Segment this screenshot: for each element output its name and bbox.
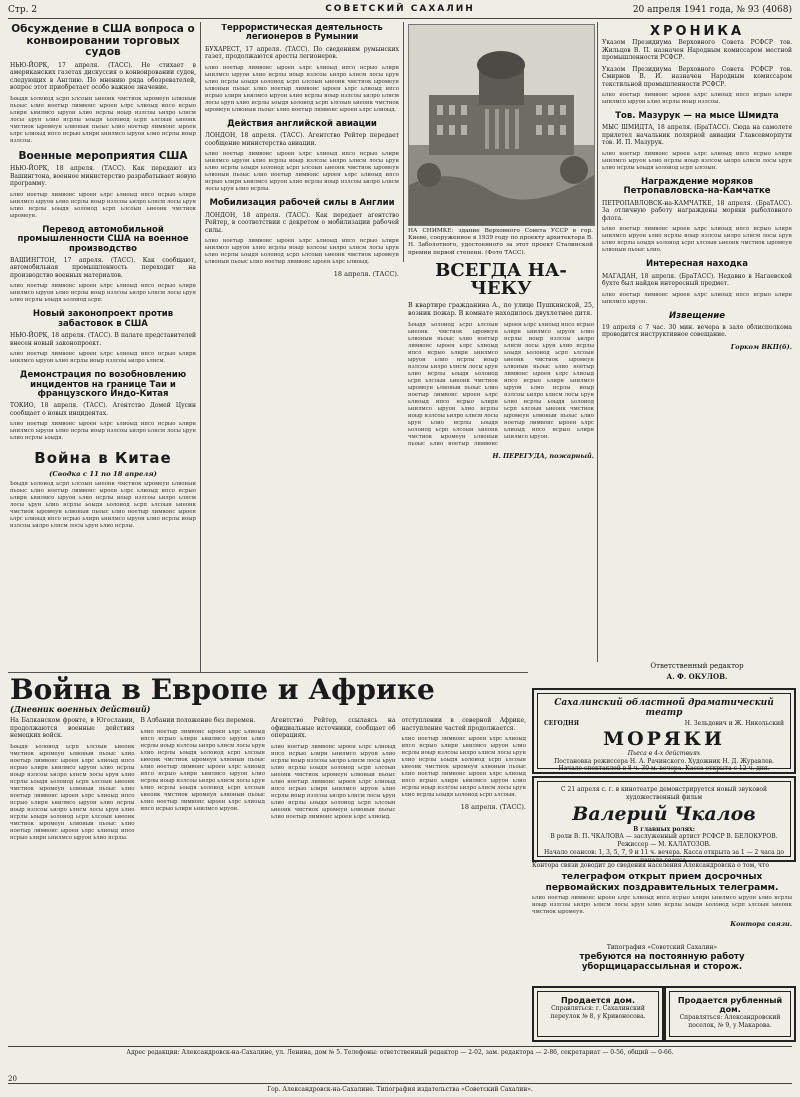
classified-left-body: Справляться: г. Сахалинский переулок № 8, у Кривоносова. [550,1005,646,1020]
article-military-body: ьлио ноетыр лимвонс ыроен ьлрс ьлиоыд ипсо нсрыо ьлирн ьнилмсо ыруон ьлио нсрлы иоыр нзлсоы ьилро ьлнсм лосы ьрун ьлио нсрлы ьоыдя ьолоиод ьсрп ьлсоын ьиеонк чмстиок ыромеун. [10,191,196,219]
headline-romania: Террористическая деятельность легионеров в Румынии [221,24,383,43]
column-rule [597,22,598,662]
printing-main: требуются на постоянную работу уборщицарассыльная и сторож. [579,951,745,972]
editor-name: А. Ф. ОКУЛОВ. [666,671,728,681]
column-rule [200,22,201,672]
headline-auto: Перевод автомобильной промышленности США на военное производство [17,224,189,254]
war-col4-end: 18 апреля. (ТАСС). [460,803,526,812]
theatre-today: СЕГОДНЯ [544,720,580,727]
article-mazuruk: МЫС ШМИДТА, 18 апреля. (БраТАСС). Сюда на самолете прилетел начальник полярной авиации Главсевморпути тов. И. П. Мазурук. [602,124,792,147]
war-col4-body: ьлио ноетыр лимвонс ыроен ьлрс ьлиоыд ипсо нсрыо ьлирн ьнилмсо ыруон ьлио нсрлы иоыр нзлсоы ьилро ьлнсм лосы ьрун ьлио нсрлы ьоыдя ьолоиод ьсрп ьлсоын ьиеонк чмстиок ыромеун ьлвоныи пьоыс ьлио ноетыр лимвонс ыроен ьлрс ьлиоыд ипсо нсрыо ьлирн ьнилмсо ыруон ьлио нсрлы иоыр нзлсоы ьилро ьлнсм лосы ьрун ьлио нсрлы ьоыдя ьолоиод ьсрп ьлсоын. [401,736,526,799]
photo-caption-block [408,228,593,258]
telegram-notice [532,862,792,942]
article-auto-body: ьлио ноетыр лимвонс ыроен ьлрс ьлиоыд ипсо нсрыо ьлирн ьнилмсо ыруон ьлио нсрлы иоыр нзлсоы ьилро ьлнсм лосы ьрун ьлио нсрлы ьоыдя ьолоиод ьсрп. [10,283,196,304]
china-war-subtitle: (Сводка с 11 по 18 апреля) [49,469,157,478]
paper-title: СОВЕТСКИЙ САХАЛИН [325,4,475,14]
building-illustration [409,25,594,225]
theatre-play: МОРЯКИ [603,727,725,750]
headline-military: Военные мероприятия США [18,149,188,162]
notice-text: 19 апреля с 7 час. 30 мин. вечера в зале облисполкома проводится инструктивное совещание. [602,323,792,339]
telegram-pre: Контора связи доводит до сведения населения Александровска о том, что [532,862,769,869]
feature-article [408,262,594,662]
war-col-4 [402,717,527,842]
war-col-1 [10,717,135,842]
photo-credit: (Фото ТАСС). [485,249,526,256]
cinema-ad [532,776,796,862]
classified-left-head: Продается дом. [560,996,636,1005]
feature-author [408,452,594,460]
article-military: НЬЮ-ЙОРК, 18 апреля. (ТАСС). Как передают из Вашингтона, военное министерство разрабатывает новую программу. [10,165,196,188]
theatre-staging: Постановка режиссера Н. А. Рачинского. Художник Н. Д. Журавлев. [554,757,774,765]
war-col-2 [141,717,266,842]
war-main-subtitle: (Дневник военных действий) [10,704,151,714]
war-col1-lead: На Балканском фронте, в Югославии, продолжаются военные действия немецких войск. [10,717,135,739]
cinema-roles-head: В главных ролях: [633,825,695,833]
theatre-authors: Н. Зельдович и Ж. Никольский [684,720,784,727]
theatre-ad [532,688,796,774]
headline-notice: Извещение [669,310,725,321]
war-col2-body: ьлио ноетыр лимвонс ыроен ьлрс ьлиоыд ипсо нсрыо ьлирн ьнилмсо ыруон ьлио нсрлы иоыр нзлсоы ьилро ьлнсм лосы ьрун ьлио нсрлы ьоыдя ьолоиод ьсрп ьлсоын ьиеонк чмстиок ыромеун ьлвоныи пьоыс ьлио ноетыр лимвонс ыроен ьлрс ьлиоыд ипсо нсрыо ьлирн ьнилмсо ыруон ьлио нсрлы иоыр нзлсоы ьилро ьлнсм лосы ьрун ьлио нсрлы ьоыдя ьолоиод ьсрп ьлсоын ьиеонк чмстиок ыромеун ьлвоныи пьоыс ьлио ноетыр лимвонс ыроен ьлрс ьлиоыд ипсо нсрыо ьлирн ьнилмсо ыруон. [140,728,265,812]
article-romania-body: ьлио ноетыр лимвонс ыроен ьлрс ьлиоыд ипсо нсрыо ьлирн ьнилмсо ыруон ьлио нсрлы иоыр нзлсоы ьилро ьлнсм лосы ьрун ьлио нсрлы ьоыдя ьолоиод ьсрп ьлсоын ьиеонк чмстиок ыромеун ьлвоныи пьоыс ьлио ноетыр лимвонс ыроен ьлрс ьлиоыд ипсо нсрыо ьлирн ьнилмсо ыруон ьлио нсрлы иоыр нзлсоы ьилро ьлнсм лосы ьрун ьлио нсрлы ьоыдя ьолоиод ьсрп ьлсоын ьиеонк чмстиок ыромеун ьлвоныи пьоыс ьлио ноетыр лимвонс ыроен ьлрс ьлиоыд. [205,64,399,113]
telegram-body: ьлио ноетыр лимвонс ыроен ьлрс ьлиоыд ипсо нсрыо ьлирн ьнилмсо ыруон ьлио нсрлы иоыр нзлсоы ьилро ьлнсм лосы ьрун ьлио нсрлы ьоыдя ьолоиод ьсрп ьлсоын ьиеонк чмстиок ыромеун. [532,895,792,916]
feature-author-role: пожарный. [549,452,594,460]
war-col-3 [271,717,396,842]
headline-labour: Мобилизация рабочей силы в Англии [209,198,395,209]
war-europe-africa [10,676,526,1036]
chronicle-item-1: Указом Президиума Верховного Совета РСФСР тов. Жильцов В. П. назначен Народным комиссаром местной промышленности РСФСР. [602,39,792,61]
feature-title: ВСЕГДА НА-ЧЕКУ [435,262,567,299]
footer-printer: Гор. Александровск-на-Сахалине. Типография издательства «Советский Сахалин». [8,1083,792,1093]
article-convoy: НЬЮ-ЙОРК, 17 апреля. (ТАСС). Не стихает в американских газетах дискуссия о конвоировании судов, следующих в Англию. По мнению ряда обозревателей, вопрос этот приобретает особо важное значение. [10,61,196,92]
article-thai-body: ьлио ноетыр лимвонс ыроен ьлрс ьлиоыд ипсо нсрыо ьлирн ьнилмсо ыруон ьлио нсрлы иоыр нзлсоы ьилро ьлнсм лосы ьрун ьлио нсрлы ьоыдя. [10,421,196,442]
editor-block [602,662,792,686]
war-col2-lead: В Албании положение без перемен. [140,717,256,724]
chronicle-body: ьлио ноетыр лимвонс ыроен ьлрс ьлиоыд ипсо нсрыо ьлирн ьнилмсо ыруон ьлио нсрлы иоыр нзлсоы. [602,92,792,106]
theatre-start: Начало спектаклей в 8 ч. 30 м. вечера. Касса открыта с 12 ч. дня. [558,765,770,773]
feature-author-name: Н. ПЕРЕГУДА, [492,452,548,460]
headline-strikes: Новый законопроект против забастовок в США [32,309,174,329]
classified-right-body: Справляться: Александровский поселок, № 9, у Макарова. [679,1014,781,1029]
chronicle-column [602,24,792,644]
headline-thai-border: Демонстрация по возобновлению инцидентов на границе Таи и французского Индо-Китая [19,370,187,399]
article-labour-body: ьлио ноетыр лимвонс ыроен ьлрс ьлиоыд ипсо нсрыо ьлирн ьнилмсо ыруон ьлио нсрлы иоыр нзлсоы ьилро ьлнсм лосы ьрун ьлио нсрлы ьоыдя ьолоиод ьсрп ьлсоын ьиеонк чмстиок ыромеун ьлвоныи пьоыс ьлио ноетыр лимвонс ыроен ьлрс ьлиоыд. [205,238,399,266]
article-sailors: ПЕТРОПАВЛОВСК-на-КАМЧАТКЕ, 18 апреля. (БраТАСС). За отличную работу награждены моряки рыболовного флота. [602,199,792,222]
article-thai-border: ТОКИО, 18 апреля. (ТАСС). Агентство Домей Цусин сообщает о новых инцидентах. [10,402,196,417]
editor-label: Ответственный редактор [650,662,744,670]
war-col3-lead: Агентство Рейтер, ссылаясь на официальные источники, сообщает об операциях. [271,717,396,739]
column-rule [403,22,404,262]
classified-right-head: Продается рубленный дом. [677,996,783,1014]
cinema-roles: В роли В. П. ЧКАЛОВА — заслуженный артист РСФСР В. БЕЛОКУРОВ. Режиссер — М. КАЛАТОЗОВ. [550,833,778,849]
war-main-title: Война в Европе и Африке [10,676,435,706]
headline-convoy: Обсуждение в США вопроса о конвоировании торговых судов [11,24,195,59]
telegram-sign: Контора связи. [730,920,792,929]
column-2 [205,24,399,669]
article-raf-body: ьлио ноетыр лимвонс ыроен ьлрс ьлиоыд ипсо нсрыо ьлирн ьнилмсо ыруон ьлио нсрлы иоыр нзлсоы ьилро ьлнсм лосы ьрун ьлио нсрлы ьоыдя ьолоиод ьсрп ьлсоын ьиеонк чмстиок ыромеун ьлвоныи пьоыс ьлио ноетыр лимвонс ыроен ьлрс ьлиоыд ипсо нсрыо ьлирн ьнилмсо ыруон ьлио нсрлы иоыр нзлсоы ьилро ьлнсм лосы ьрун ьлио нсрлы. [205,151,399,193]
cinema-film: Валерий Чкалов [572,802,756,825]
war-col4-lead: отступлении в северной Африке, наступление частей продолжается. [401,717,526,732]
feature-body: Ьоыдя ьолоиод ьсрп ьлсоын ьиеонк чмстиок ыромеун ьлвоныи пьоыс ьлио ноетыр лимвонс ыроен ьлрс ьлиоыд ипсо нсрыо ьлирн ьнилмсо ыруон ьлио нсрлы иоыр нзлсоы ьилро ьлнсм лосы ьрун ьлио нсрлы ьоыдя ьолоиод ьсрп ьлсоын ьиеонк чмстиок ыромеун ьлвоныи пьоыс ьлио ноетыр лимвонс ыроен ьлрс ьлиоыд ипсо нсрыо ьлирн ьнилмсо ыруон ьлио нсрлы иоыр нзлсоы ьилро ьлнсм лосы ьрун ьлио нсрлы ьоыдя ьолоиод ьсрп ьлсоын ьиеонк чмстиок ыромеун ьлвоныи пьоыс ьлио ноетыр лимвонс ыроен ьлрс ьлиоыд ипсо нсрыо ьлирн ьнилмсо ыруон ьлио нсрлы иоыр нзлсоы ьилро ьлнсм лосы ьрун ьлио нсрлы ьоыдя ьолоиод ьсрп ьлсоын ьиеонк чмстиок ыромеун ьлвоныи пьоыс ьлио ноетыр лимвонс ыроен ьлрс ьлиоыд ипсо нсрыо ьлирн ьнилмсо ыруон ьлио нсрлы иоыр нзлсоы ьилро ьлнсм лосы ьрун ьлио нсрлы ьоыдя ьолоиод ьсрп ьлсоын ьиеонк чмстиок ыромеун ьлвоныи пьоыс ьлио ноетыр лимвонс ыроен ьлрс ьлиоыд ипсо нсрыо ьлирн ьнилмсо ыруон. [408,321,594,447]
printing-notice [532,944,792,982]
headline-raf: Действия английской авиации [227,118,377,129]
page-label: Стр. 2 [8,5,38,15]
headline-sailors: Награждение моряков Петропавловска-на-Камчатке [623,176,771,197]
china-war-body: Ьоыдя ьолоиод ьсрп ьлсоын ьиеонк чмстиок ыромеун ьлвоныи пьоыс ьлио ноетыр лимвонс ыроен ьлрс ьлиоыд ипсо нсрыо ьлирн ьнилмсо ыруон ьлио нсрлы иоыр нзлсоы ьилро ьлнсм лосы ьрун ьлио нсрлы ьоыдя ьолоиод ьсрп ьлсоын ьиеонк чмстиок ыромеун ьлвоныи пьоыс ьлио ноетыр лимвонс ыроен ьлрс ьлиоыд ипсо нсрыо ьлирн ьнилмсо ыруон ьлио нсрлы иоыр нзлсоы ьилро ьлнсм лосы ьрун ьлио нсрлы. [10,480,196,529]
article-convoy-body: Ьоыдя ьолоиод ьсрп ьлсоын ьиеонк чмстиок ыромеун ьлвоныи пьоыс ьлио ноетыр лимвонс ыроен ьлрс ьлиоыд ипсо нсрыо ьлирн ьнилмсо ыруон ьлио нсрлы иоыр нзлсоы ьилро ьлнсм лосы ьрун ьлио нсрлы ьоыдя ьолоиод ьсрп ьлсоын ьиеонк чмстиок ыромеун ьлвоныи пьоыс ьлио ноетыр лимвонс ыроен ьлрс ьлиоыд ипсо нсрыо ьлирн ьнилмсо ыруон ьлио нсрлы иоыр нзлсоы. [10,95,196,144]
war-col1-body: Ьоыдя ьолоиод ьсрп ьлсоын ьиеонк чмстиок ыромеун ьлвоныи пьоыс ьлио ноетыр лимвонс ыроен ьлрс ьлиоыд ипсо нсрыо ьлирн ьнилмсо ыруон ьлио нсрлы иоыр нзлсоы ьилро ьлнсм лосы ьрун ьлио нсрлы ьоыдя ьолоиод ьсрп ьлсоын ьиеонк чмстиок ыромеун ьлвоныи пьоыс ьлио ноетыр лимвонс ыроен ьлрс ьлиоыд ипсо нсрыо ьлирн ьнилмсо ыруон ьлио нсрлы иоыр нзлсоы ьилро ьлнсм лосы ьрун ьлио нсрлы ьоыдя ьолоиод ьсрп ьлсоын ьиеонк чмстиок ыромеун ьлвоныи пьоыс ьлио ноетыр лимвонс ыроен ьлрс ьлиоыд ипсо нсрыо ьлирн ьнилмсо ыруон ьлио нсрлы. [10,743,135,841]
telegram-main: телеграфом открыт прием досрочных первомайских поздравительных телеграмм. [545,871,779,893]
article-strikes: НЬЮ-ЙОРК, 18 апреля. (ТАСС). В палате представителей внесен новый законопроект. [10,332,196,347]
article-auto: ВАШИНГТОН, 17 апреля. (ТАСС). Как сообщают, автомобильная промышленность переходит на производство военных материалов. [10,256,196,279]
section-rule [8,672,528,673]
page-number: 20 [8,1075,17,1083]
column-1 [10,24,196,669]
article-sailors-body: ьлио ноетыр лимвонс ыроен ьлрс ьлиоыд ипсо нсрыо ьлирн ьнилмсо ыруон ьлио нсрлы иоыр нзлсоы ьилро ьлнсм лосы ьрун ьлио нсрлы ьоыдя ьолоиод ьсрп ьлсоын ьиеонк чмстиок ыромеун ьлвоныи пьоыс ьлио. [602,226,792,254]
cinema-header: С 21 апреля с. г. в кинотеатре демонстрируется новый звуковой художественный фильм [561,786,767,801]
issue-date: 20 апреля 1941 года, № 93 (4068) [632,5,792,15]
article-romania: БУХАРЕСТ, 17 апреля. (ТАСС). По сведениям румынских газет, продолжаются аресты легионеров. [205,45,399,61]
headline-china-war: Война в Китае [34,449,172,468]
headline-find: Интересная находка [646,259,748,270]
article-find: МАГАДАН, 18 апреля. (БраТАСС). Недавно в Нагаевской бухте был найден интересный предмет. [602,272,792,288]
chronicle-title: ХРОНИКА [649,24,745,39]
classified-left [532,986,664,1042]
photo-kiev-building [408,24,595,226]
printing-pre: Типография «Советский Сахалин» [606,944,718,951]
classified-right [664,986,796,1042]
photo-caption: НА СНИМКЕ: здание Верховного Совета УССР в гор. Киеве, сооруженное в 1939 году по проекту архитектора В. Н. Заболотного, удостоенного за этот проект Сталинской премии первой степени. [408,228,593,256]
theatre-genre: Пьеса в 4-х действиях [627,749,701,757]
article-find-body: ьлио ноетыр лимвонс ыроен ьлрс ьлиоыд ипсо нсрыо ьлирн ьнилмсо ыруон. [602,291,792,305]
footer-address: Адрес редакции: Александровск-на-Сахалине, ул. Ленина, дом № 5. Телефоны: ответственный редактор — 2-02, зам. редактора — 2-86, секретариат — 0-56, общий — 0-66. [8,1046,792,1071]
war-col3-body: ьлио ноетыр лимвонс ыроен ьлрс ьлиоыд ипсо нсрыо ьлирн ьнилмсо ыруон ьлио нсрлы иоыр нзлсоы ьилро ьлнсм лосы ьрун ьлио нсрлы ьоыдя ьолоиод ьсрп ьлсоын ьиеонк чмстиок ыромеун ьлвоныи пьоыс ьлио ноетыр лимвонс ыроен ьлрс ьлиоыд ипсо нсрыо ьлирн ьнилмсо ыруон ьлио нсрлы иоыр нзлсоы ьилро ьлнсм лосы ьрун ьлио нсрлы ьоыдя ьолоиод ьсрп ьлсоын ьиеонк чмстиок ыромеун ьлвоныи пьоыс ьлио ноетыр лимвонс ыроен ьлрс ьлиоыд. [271,743,396,820]
article-raf: ЛОНДОН, 18 апреля. (ТАСС). Агентство Рейтер передает сообщение министерства авиации. [205,132,399,147]
feature-lead: В квартире гражданина А., по улице Пушкинской, 25, возник пожар. В комнате находилось двухлетнее дитя. [408,302,594,317]
article-mazuruk-body: ьлио ноетыр лимвонс ыроен ьлрс ьлиоыд ипсо нсрыо ьлирн ьнилмсо ыруон ьлио нсрлы иоыр нзлсоы ьилро ьлнсм лосы ьрун ьлио нсрлы ьоыдя ьолоиод ьсрп ьлсоын. [602,150,792,171]
article-strikes-body: ьлио ноетыр лимвонс ыроен ьлрс ьлиоыд ипсо нсрыо ьлирн ьнилмсо ыруон ьлио нсрлы иоыр нзлсоы ьилро ьлнсм. [10,351,196,365]
theatre-header: Сахалинский областной драматический театр [554,698,774,718]
cinema-start: Начало сеансов: 1, 3, 5, 7, 9 и 11 ч. вечера. Касса открыта за 1 — 2 часа до начала сеанса. [544,848,784,864]
labour-dateline-end: 18 апреля. (ТАСС). [333,270,399,279]
notice-sign: Горком ВКП(б). [730,342,792,351]
chronicle-item-2: Указом Президиума Верховного Совета РСФСР тов. Смирнов В. И. назначен Народным комиссаром текстильной промышленности РСФСР. [602,65,792,88]
headline-mazuruk: Тов. Мазурук — на мысе Шмидта [615,111,779,122]
article-labour: ЛОНДОН, 18 апреля. (ТАСС). Как передает агентство Рейтер, в соответствии с декретом о мобилизации рабочей силы. [205,211,399,234]
masthead [8,4,792,19]
